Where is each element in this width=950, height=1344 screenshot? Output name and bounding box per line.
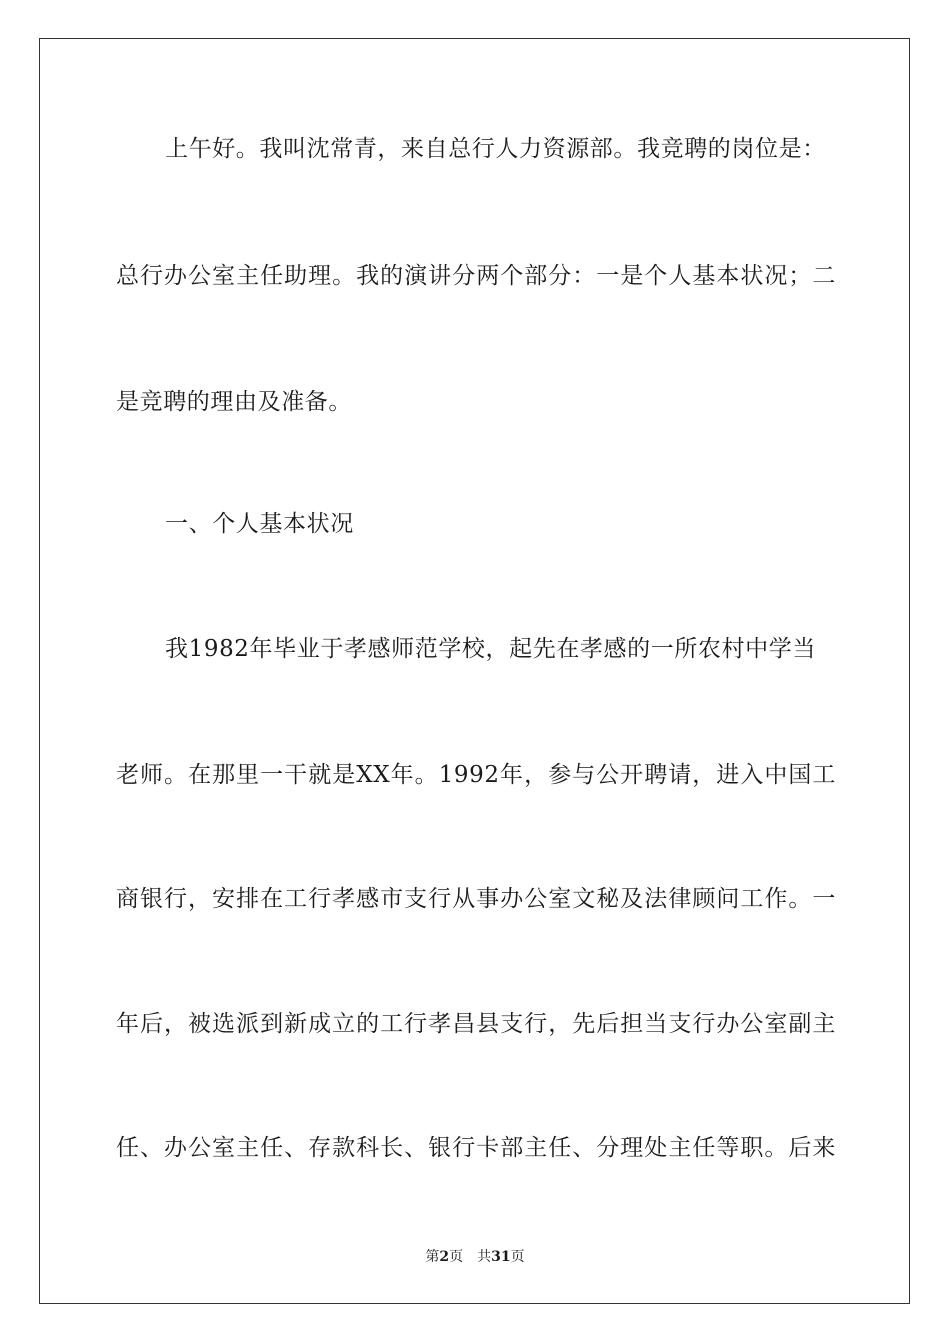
paragraph-line: 任、办公室主任、存款科长、银行卡部主任、分理处主任等职。后来 xyxy=(116,1135,836,1161)
paragraph-line: 老师。在那里一干就是XX年。1992年，参与公开聘请，进入中国工 xyxy=(116,762,836,788)
paragraph-line: 总行办公室主任助理。我的演讲分两个部分：一是个人基本状况；二 xyxy=(116,263,836,289)
paragraph-line: 是竞聘的理由及准备。 xyxy=(116,389,352,415)
total-suffix: 页 xyxy=(510,1249,525,1265)
paragraph-line: 商银行，安排在工行孝感市支行从事办公室文秘及法律顾问工作。一 xyxy=(116,886,836,912)
page-prefix: 第 xyxy=(425,1249,440,1265)
paragraph-line: 上午好。我叫沈常青，来自总行人力资源部。我竞聘的岗位是： xyxy=(165,136,826,162)
page-suffix: 页 xyxy=(449,1249,464,1265)
paragraph-line: 我1982年毕业于孝感师范学校，起先在孝感的一所农村中学当 xyxy=(165,636,816,662)
page-number: 2 xyxy=(439,1249,450,1265)
page-footer xyxy=(0,1248,950,1266)
page-border xyxy=(39,38,910,1304)
total-pages: 31 xyxy=(491,1249,511,1265)
section-heading: 一、个人基本状况 xyxy=(165,511,354,537)
total-prefix: 共 xyxy=(477,1249,492,1265)
paragraph-line: 年后，被选派到新成立的工行孝昌县支行，先后担当支行办公室副主 xyxy=(116,1011,836,1037)
